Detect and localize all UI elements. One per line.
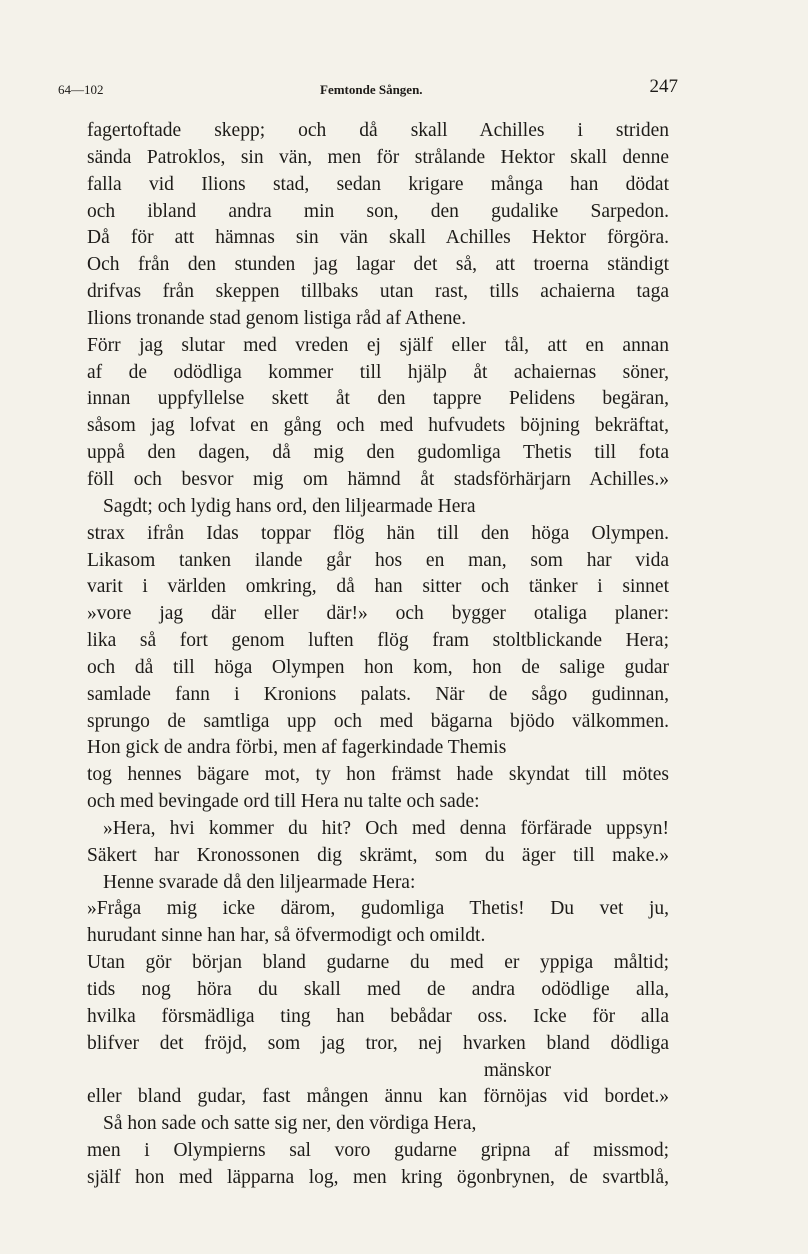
text-line: »vore jag där eller där!» och bygger otaliga planer: <box>87 603 669 625</box>
text-line: tog hennes bägare mot, ty hon främst hade skyndat till mötes <box>87 764 669 786</box>
running-header <box>58 76 678 102</box>
text-line: Och från den stunden jag lagar det så, att troerna ständigt <box>87 254 669 276</box>
text-line: strax ifrån Idas toppar flög hän till den höga Olympen. <box>87 522 669 544</box>
text-line: »Fråga mig icke därom, gudomliga Thetis! Du vet ju, <box>87 898 669 920</box>
text-line: eller bland gudar, fast mången ännu kan förnöjas vid bordet.» <box>87 1086 669 1108</box>
text-line: Då för att hämnas sin vän skall Achilles Hektor förgöra. <box>87 227 669 249</box>
text-line: Hon gick de andra förbi, men af fagerkindade Themis <box>87 737 507 759</box>
text-line: samlade fann i Kronions palats. När de sågo gudinnan, <box>87 683 669 705</box>
line-range: 64—102 <box>58 82 104 97</box>
text-line: fagertoftade skepp; och då skall Achilles i striden <box>87 120 669 141</box>
text-line: af de odödliga kommer till hjälp åt achaiernas söner, <box>87 361 669 383</box>
text-line: själf hon med läpparna log, men kring ögonbrynen, de svartblå, <box>87 1166 669 1188</box>
text-line: Så hon sade och satte sig ner, den vördiga Hera, <box>103 1113 477 1135</box>
text-line: varit i världen omkring, då han sitter och tänker i sinnet <box>87 576 669 598</box>
text-line: och med bevingade ord till Hera nu talte och sade: <box>87 791 480 813</box>
text-line: Ilions tronande stad genom listiga råd af Athene. <box>87 307 467 329</box>
poem-text <box>0 118 808 1192</box>
text-line: Sagdt; och lydig hans ord, den liljearmade Hera <box>103 495 476 517</box>
text-line-overflow: mänskor <box>483 1059 551 1081</box>
text-line: såsom jag lofvat en gång och med hufvudets böjning bekräftat, <box>87 415 669 437</box>
text-line: tids nog höra du skall med de andra odödlige alla, <box>87 979 669 1000</box>
text-line: och då till höga Olympen hon kom, hon de salige gudar <box>87 656 669 678</box>
text-line: Utan gör början bland gudarne du med er yppiga måltid; <box>87 952 669 974</box>
text-line: blifver det fröjd, som jag tror, nej hvarken bland dödliga <box>87 1032 669 1054</box>
page-number: 247 <box>649 76 678 97</box>
text-line: sprungo de samtliga upp och med bägarna bjödo välkommen. <box>87 710 669 732</box>
text-line: lika så fort genom luften flög fram stoltblickande Hera; <box>87 630 669 652</box>
text-line: Henne svarade då den liljearmade Hera: <box>103 871 416 893</box>
text-line: Förr jag slutar med vreden ej själf eller tål, att en annan <box>87 334 669 356</box>
text-line: Säkert har Kronossonen dig skrämt, som du äger till make.» <box>87 844 669 866</box>
chapter-title: Femtonde Sången. <box>320 82 423 97</box>
text-line: »Hera, hvi kommer du hit? Och med denna förfärade uppsyn! <box>103 817 669 839</box>
text-line: uppå den dagen, då mig den gudomliga Thetis till fota <box>87 442 669 464</box>
text-line: hvilka försmädliga ting han bebådar oss. Icke för alla <box>87 1005 669 1027</box>
text-line: falla vid Ilions stad, sedan krigare många han dödat <box>87 173 669 195</box>
text-line: drifvas från skeppen tillbaks utan rast, tills achaierna taga <box>87 281 669 303</box>
text-line: hurudant sinne han har, så öfvermodigt och omildt. <box>87 925 486 947</box>
text-line: Likasom tanken ilande går hos en man, som har vida <box>87 549 669 571</box>
text-line: föll och besvor mig om hämnd åt stadsförhärjarn Achilles.» <box>87 468 669 490</box>
text-line: sända Patroklos, sin vän, men för strålande Hektor skall denne <box>87 146 669 168</box>
text-line: innan uppfyllelse skett åt den tappre Pelidens begäran, <box>87 388 669 410</box>
text-line: och ibland andra min son, den gudalike Sarpedon. <box>87 200 669 222</box>
text-line: men i Olympierns sal voro gudarne gripna af missmod; <box>87 1140 669 1162</box>
